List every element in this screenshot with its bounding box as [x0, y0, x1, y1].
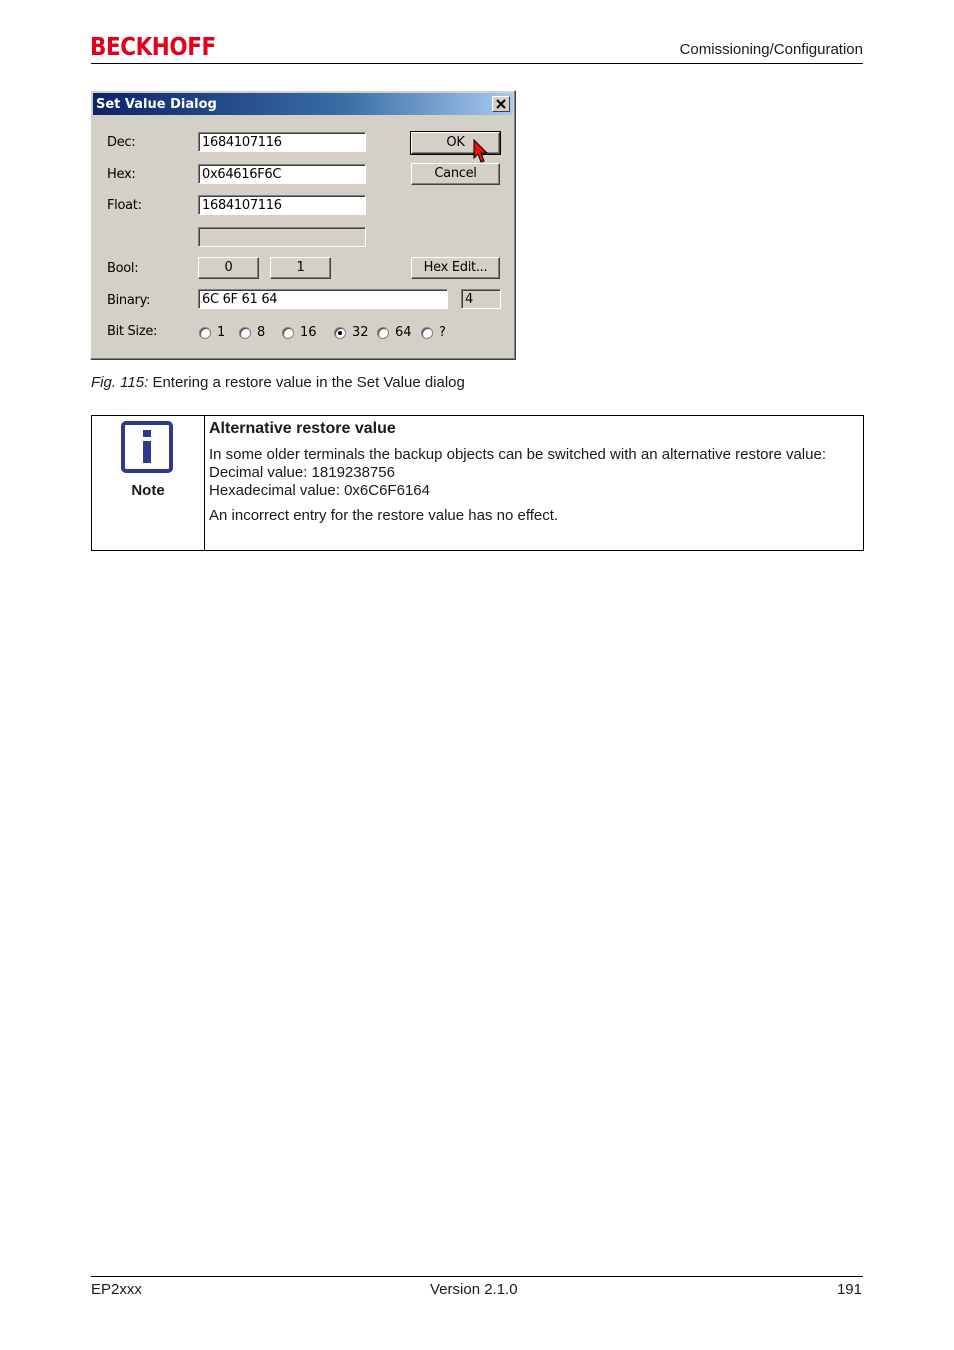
note-hex-value: Hexadecimal value: 0x6C6F6164	[209, 482, 430, 499]
radio-selected-icon	[334, 327, 346, 339]
note-icon-column	[92, 416, 205, 550]
radio-icon	[377, 327, 389, 339]
float-input[interactable]: 1684107116	[198, 195, 366, 215]
hex-edit-button[interactable]: Hex Edit...	[411, 257, 500, 279]
beckhoff-logo: BECKHOFF	[90, 32, 216, 61]
radio-icon	[239, 327, 251, 339]
bit-size-label: Bit Size:	[107, 324, 158, 339]
radio-icon	[421, 327, 433, 339]
figure-caption-text: Entering a restore value in the Set Value dialog	[152, 374, 465, 391]
dialog-title-bar	[93, 93, 513, 115]
bit-size-radio-1[interactable]: 1	[199, 325, 225, 340]
bit-size-radio-32[interactable]: 32	[334, 325, 369, 340]
close-icon	[496, 99, 506, 109]
note-label: Note	[131, 482, 165, 499]
note-title: Alternative restore value	[209, 420, 396, 437]
mouse-pointer-icon	[473, 139, 489, 165]
header-section-title: Comissioning/Configuration	[679, 41, 863, 58]
bool-0-button[interactable]: 0	[198, 257, 259, 279]
ok-button[interactable]: OK	[411, 132, 500, 154]
note-warning: An incorrect entry for the restore value has no effect.	[209, 507, 559, 524]
bool-label: Bool:	[107, 261, 139, 276]
float-label: Float:	[107, 198, 142, 213]
cancel-button[interactable]: Cancel	[411, 163, 500, 185]
radio-icon	[199, 327, 211, 339]
note-decimal-value: Decimal value: 1819238756	[209, 464, 395, 481]
footer-divider	[91, 1276, 863, 1277]
dialog-close-button[interactable]	[492, 96, 510, 112]
bit-size-radio-16[interactable]: 16	[282, 325, 317, 340]
footer-page-number: 191	[836, 1281, 862, 1298]
bool-1-button[interactable]: 1	[270, 257, 331, 279]
note-content	[209, 420, 855, 525]
binary-input[interactable]: 6C 6F 61 64	[198, 289, 448, 309]
footer-product: EP2xxx	[91, 1281, 142, 1298]
note-text: In some older terminals the backup objects can be switched with an alternative restore value:	[209, 446, 826, 463]
info-icon	[121, 421, 173, 473]
bit-size-radio-64[interactable]: 64	[377, 325, 412, 340]
note-box	[91, 415, 864, 551]
dialog-title: Set Value Dialog	[96, 97, 217, 112]
footer-version: Version 2.1.0	[430, 1281, 518, 1298]
bit-size-radio-auto[interactable]: ?	[421, 325, 446, 340]
dec-label: Dec:	[107, 135, 136, 150]
figure-caption	[91, 374, 465, 391]
hex-label: Hex:	[107, 167, 136, 182]
radio-icon	[282, 327, 294, 339]
hex-input[interactable]: 0x64616F6C	[198, 164, 366, 184]
header-divider	[91, 63, 863, 64]
binary-length-field: 4	[461, 289, 501, 309]
dec-input[interactable]: 1684107116	[198, 132, 366, 152]
extra-input	[198, 227, 366, 247]
bit-size-radio-8[interactable]: 8	[239, 325, 265, 340]
set-value-dialog	[90, 90, 516, 360]
binary-label: Binary:	[107, 293, 151, 308]
figure-number: Fig. 115:	[91, 374, 149, 391]
